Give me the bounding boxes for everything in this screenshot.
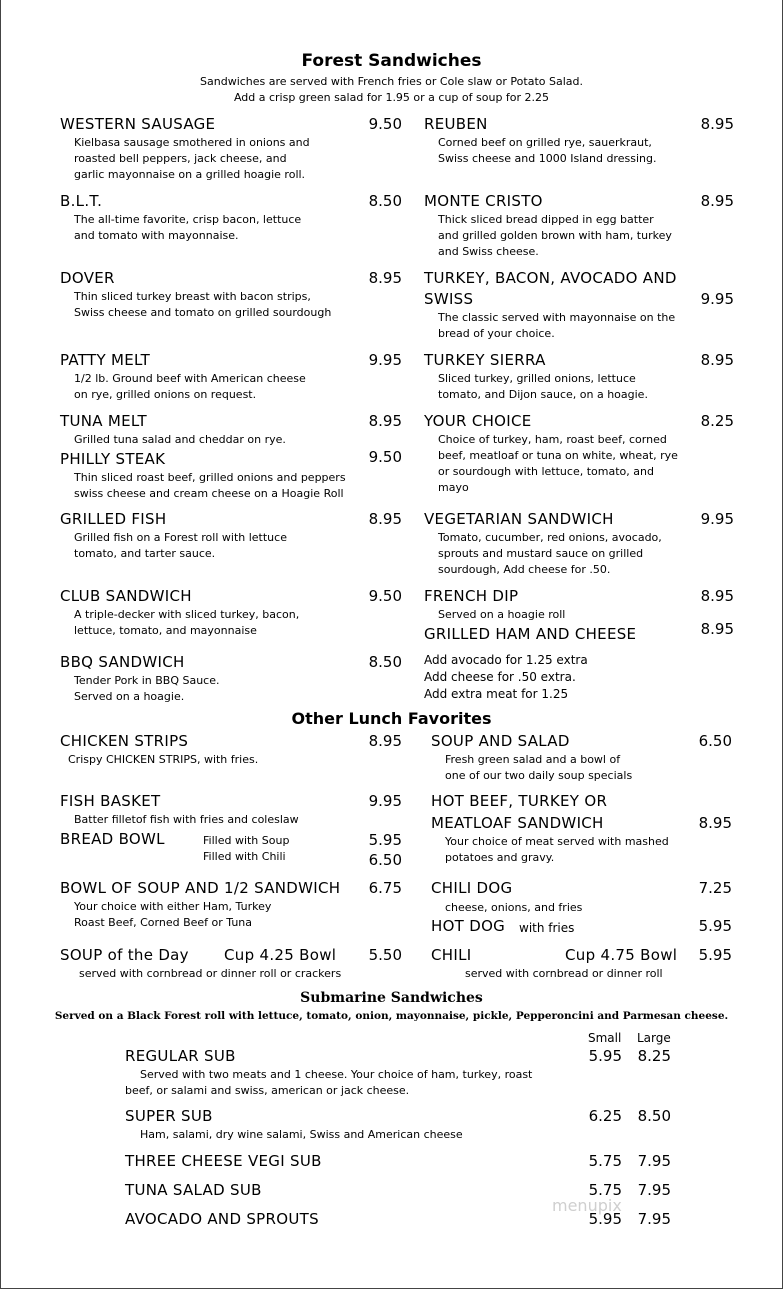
extra-note: Add extra meat for 1.25: [424, 687, 569, 701]
item-price: 8.95: [368, 269, 402, 287]
item-name: TUNA SALAD SUB: [125, 1181, 262, 1199]
item-desc: Tomato, cucumber, red onions, avocado,: [438, 531, 662, 544]
price-small: 5.95: [588, 1047, 622, 1065]
page-title: Forest Sandwiches: [301, 51, 482, 71]
item-desc: Roast Beef, Corned Beef or Tuna: [74, 916, 252, 929]
item-name: CHILI: [431, 946, 472, 964]
item-desc: Crispy CHICKEN STRIPS, with fries.: [68, 753, 259, 766]
item-price: 8.95: [700, 115, 734, 133]
section-intro: Served on a Black Forest roll with lettuce, tomato, onion, mayonnaise, pickle, Pepperoncini and Parmesan cheese.: [54, 1010, 729, 1022]
item-name: PHILLY STEAK: [60, 450, 166, 468]
item-name: TUNA MELT: [60, 412, 147, 430]
extra-note: Add avocado for 1.25 extra: [424, 653, 588, 667]
price-small: 5.95: [588, 1210, 622, 1228]
item-desc: Thin sliced turkey breast with bacon strips,: [74, 290, 311, 303]
item-desc: Served on a hoagie roll: [438, 608, 566, 621]
item-price: 8.95: [368, 412, 402, 430]
item-price: 8.95: [700, 351, 734, 369]
item-name: CHILI DOG: [431, 879, 513, 897]
intro-line-2: Add a crisp green salad for 1.95 or a cup of soup for 2.25: [233, 91, 550, 104]
item-desc: Swiss cheese and tomato on grilled sourdough: [74, 306, 332, 319]
item-name: FISH BASKET: [60, 792, 161, 810]
item-desc: beef, or salami and swiss, american or jack cheese.: [125, 1084, 410, 1097]
item-name: SUPER SUB: [125, 1107, 213, 1125]
price-small: 6.25: [588, 1107, 622, 1125]
item-desc: and tomato with mayonnaise.: [74, 229, 239, 242]
item-desc: Tender Pork in BBQ Sauce.: [74, 674, 220, 687]
item-name: TURKEY, BACON, AVOCADO AND: [424, 269, 677, 287]
item-price: 9.95: [368, 792, 402, 810]
item-desc: or sourdough with lettuce, tomato, and: [438, 465, 654, 478]
item-desc: A triple-decker with sliced turkey, bacon,: [74, 608, 300, 621]
item-name: BOWL OF SOUP AND 1/2 SANDWICH: [60, 879, 341, 897]
price-large: 8.50: [637, 1107, 671, 1125]
item-desc: served with cornbread or dinner roll: [465, 967, 663, 980]
item-desc: beef, meatloaf or tuna on white, wheat, rye: [438, 449, 678, 462]
item-name: GRILLED FISH: [60, 510, 167, 528]
item-price: 8.50: [368, 192, 402, 210]
section-title: Other Lunch Favorites: [291, 709, 492, 728]
item-price: 9.95: [700, 510, 734, 528]
item-desc: and Swiss cheese.: [438, 245, 539, 258]
item-name: TURKEY SIERRA: [424, 351, 546, 369]
item-desc: bread of your choice.: [438, 327, 555, 340]
price-small: 5.75: [588, 1152, 622, 1170]
item-cup-bowl: Cup 4.25 Bowl: [224, 946, 337, 964]
item-desc: cheese, onions, and fries: [445, 901, 583, 914]
item-desc: sprouts and mustard sauce on grilled: [438, 547, 644, 560]
item-suffix: with fries: [519, 921, 575, 935]
item-desc: Your choice of meat served with mashed: [445, 835, 669, 848]
item-price: 9.95: [368, 351, 402, 369]
item-desc: Thick sliced bread dipped in egg batter: [438, 213, 654, 226]
item-desc: and grilled golden brown with ham, turkey: [438, 229, 672, 242]
item-price: 8.95: [368, 510, 402, 528]
item-name: BBQ SANDWICH: [60, 653, 185, 671]
item-desc: The all-time favorite, crisp bacon, lettuce: [74, 213, 302, 226]
item-desc: Kielbasa sausage smothered in onions and: [74, 136, 310, 149]
item-price: 8.50: [368, 653, 402, 671]
item-desc: Your choice with either Ham, Turkey: [74, 900, 272, 913]
column-header-large: Large: [637, 1031, 671, 1045]
item-desc: one of our two daily soup specials: [445, 769, 633, 782]
price-large: 7.95: [637, 1152, 671, 1170]
item-name: SOUP AND SALAD: [431, 732, 570, 750]
item-price: 5.95: [368, 831, 402, 849]
item-price: 8.95: [368, 732, 402, 750]
item-desc: Grilled tuna salad and cheddar on rye.: [74, 433, 286, 446]
item-price: 8.95: [700, 620, 734, 638]
item-price: 9.50: [368, 587, 402, 605]
item-option: Filled with Chili: [203, 850, 286, 863]
item-desc: Grilled fish on a Forest roll with lettuce: [74, 531, 287, 544]
section-title: Submarine Sandwiches: [300, 990, 483, 1006]
item-name: B.L.T.: [60, 192, 103, 210]
item-name: BREAD BOWL: [60, 830, 165, 848]
item-desc: Thin sliced roast beef, grilled onions and peppers: [74, 471, 346, 484]
item-option: Filled with Soup: [203, 834, 290, 847]
item-desc: on rye, grilled onions on request.: [74, 388, 257, 401]
item-price: 5.95: [698, 917, 732, 935]
item-price: 7.25: [698, 879, 732, 897]
watermark: menupix: [552, 1196, 622, 1215]
item-name: YOUR CHOICE: [424, 412, 532, 430]
item-desc: Batter filletof fish with fries and coleslaw: [74, 813, 299, 826]
item-desc: Served with two meats and 1 cheese. Your choice of ham, turkey, roast: [140, 1068, 533, 1081]
item-name: CLUB SANDWICH: [60, 587, 192, 605]
item-name: SOUP of the Day: [60, 946, 189, 964]
item-price: 8.25: [700, 412, 734, 430]
column-header-small: Small: [588, 1031, 622, 1045]
item-price: 8.95: [698, 814, 732, 832]
price-small: 5.75: [588, 1181, 622, 1199]
item-desc: sourdough, Add cheese for .50.: [438, 563, 611, 576]
item-desc: potatoes and gravy.: [445, 851, 555, 864]
item-name: REGULAR SUB: [125, 1047, 236, 1065]
item-desc: Sliced turkey, grilled onions, lettuce: [438, 372, 636, 385]
item-price: 6.50: [698, 732, 732, 750]
item-name: MONTE CRISTO: [424, 192, 543, 210]
extra-note: Add cheese for .50 extra.: [424, 670, 576, 684]
item-desc: roasted bell peppers, jack cheese, and: [74, 152, 287, 165]
item-desc: Choice of turkey, ham, roast beef, corned: [438, 433, 667, 446]
item-desc: 1/2 lb. Ground beef with American cheese: [74, 372, 306, 385]
item-price: 5.50: [368, 946, 402, 964]
item-desc: lettuce, tomato, and mayonnaise: [74, 624, 257, 637]
item-price: 9.50: [368, 448, 402, 466]
item-price: 5.95: [698, 946, 732, 964]
item-name: PATTY MELT: [60, 351, 151, 369]
price-large: 7.95: [637, 1181, 671, 1199]
item-desc: Ham, salami, dry wine salami, Swiss and American cheese: [140, 1128, 463, 1141]
item-desc: tomato, and tarter sauce.: [74, 547, 216, 560]
item-name: HOT DOG: [431, 917, 506, 935]
item-price: 6.75: [368, 879, 402, 897]
item-name: FRENCH DIP: [424, 587, 519, 605]
item-price: 9.95: [700, 290, 734, 308]
item-name: VEGETARIAN SANDWICH: [424, 510, 614, 528]
item-desc: swiss cheese and cream cheese on a Hoagie Roll: [74, 487, 344, 500]
item-name: GRILLED HAM AND CHEESE: [424, 625, 637, 643]
item-price: 9.50: [368, 115, 402, 133]
item-cup-bowl: Cup 4.75 Bowl: [565, 946, 678, 964]
item-price: 6.50: [368, 851, 402, 869]
item-name: AVOCADO AND SPROUTS: [125, 1210, 319, 1228]
item-desc: Served on a hoagie.: [74, 690, 185, 703]
item-name: REUBEN: [424, 115, 488, 133]
item-name: CHICKEN STRIPS: [60, 732, 189, 750]
item-name: DOVER: [60, 269, 115, 287]
item-desc: Fresh green salad and a bowl of: [445, 753, 621, 766]
item-desc: served with cornbread or dinner roll or crackers: [79, 967, 342, 980]
price-large: 7.95: [637, 1210, 671, 1228]
item-price: 8.95: [700, 587, 734, 605]
item-desc: garlic mayonnaise on a grilled hoagie roll.: [74, 168, 306, 181]
item-name: HOT BEEF, TURKEY OR: [431, 792, 608, 810]
item-name-line-2: SWISS: [424, 290, 474, 308]
price-large: 8.25: [637, 1047, 671, 1065]
intro-line-1: Sandwiches are served with French fries or Cole slaw or Potato Salad.: [200, 75, 583, 88]
item-desc: The classic served with mayonnaise on the: [438, 311, 676, 324]
item-name-line-2: MEATLOAF SANDWICH: [431, 814, 604, 832]
item-desc: Swiss cheese and 1000 Island dressing.: [438, 152, 657, 165]
item-desc: Corned beef on grilled rye, sauerkraut,: [438, 136, 652, 149]
item-name: THREE CHEESE VEGI SUB: [125, 1152, 322, 1170]
item-name: WESTERN SAUSAGE: [60, 115, 216, 133]
item-price: 8.95: [700, 192, 734, 210]
item-desc: mayo: [438, 481, 469, 494]
item-desc: tomato, and Dijon sauce, on a hoagie.: [438, 388, 648, 401]
